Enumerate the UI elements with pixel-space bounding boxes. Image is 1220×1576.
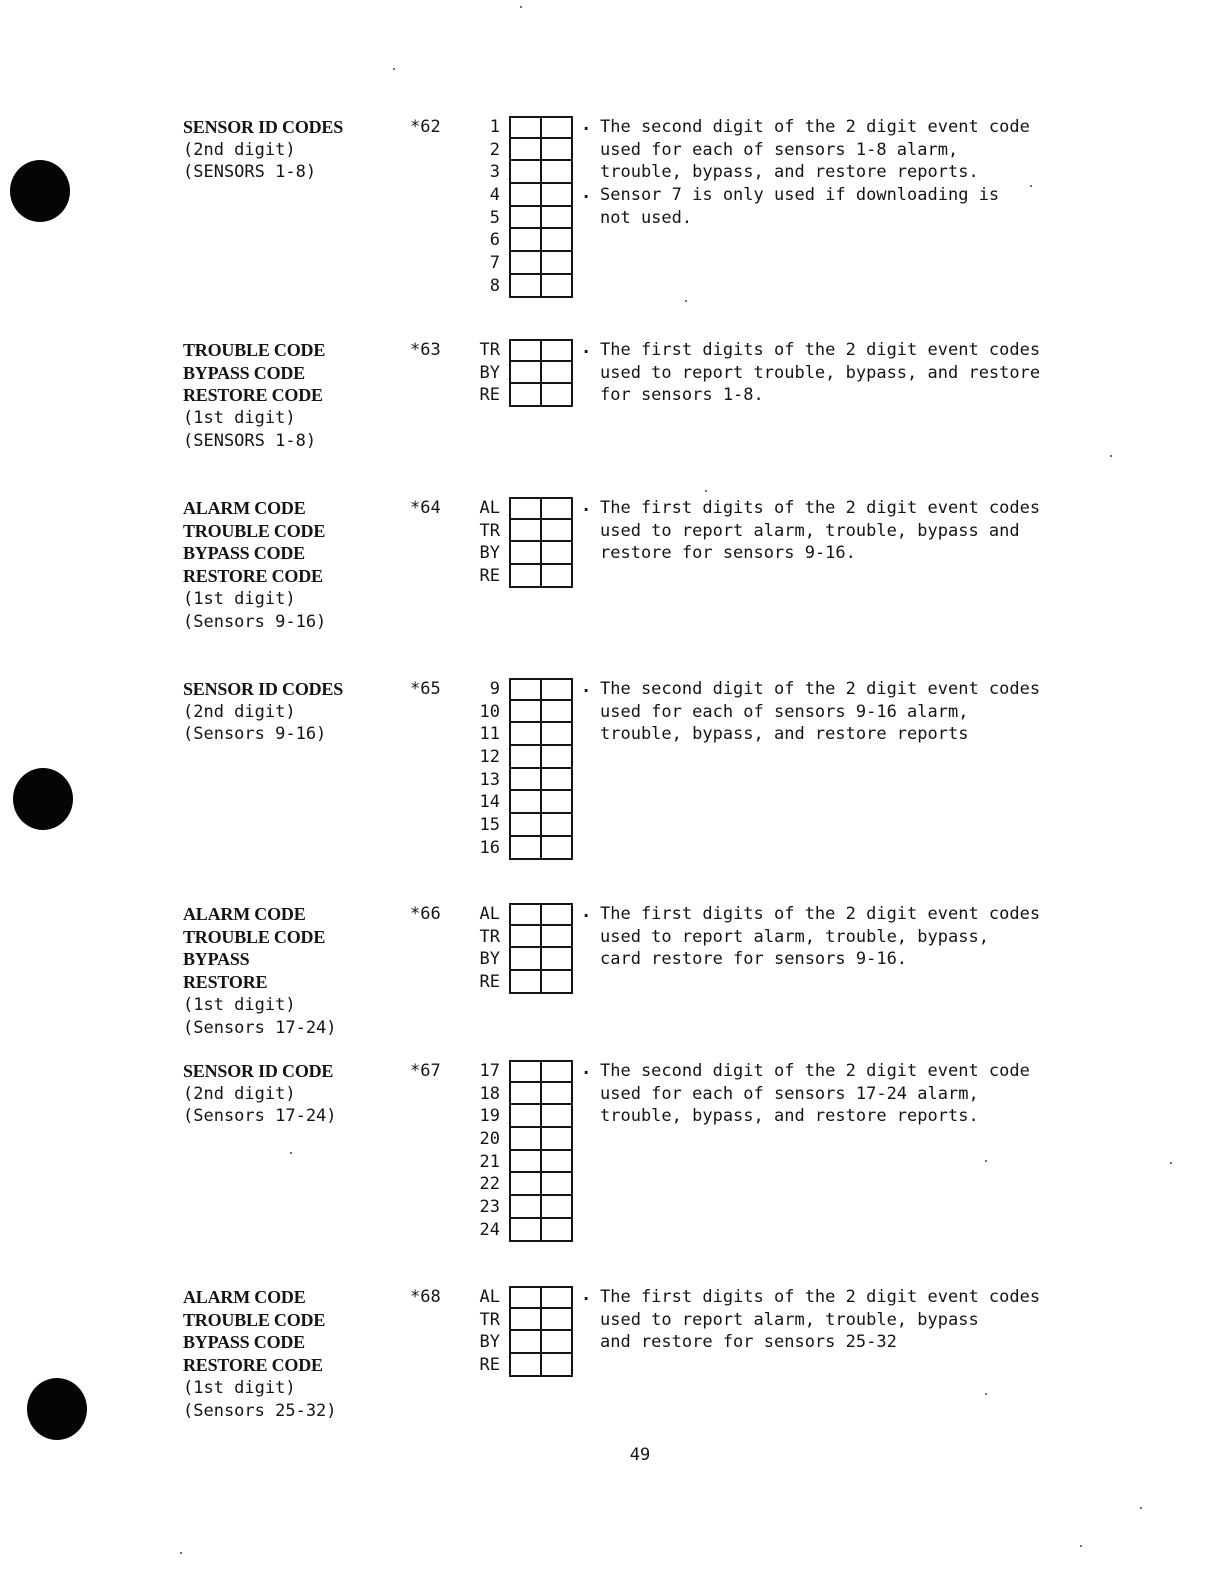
field-title-line: SENSOR ID CODES: [183, 117, 344, 137]
description-line: trouble, bypass, and restore reports: [600, 724, 969, 745]
entry-row-label: 23: [479, 1197, 500, 1218]
description-line: used for each of sensors 1-8 alarm,: [600, 139, 959, 160]
description-line: . The second digit of the 2 digit event codes: [578, 678, 1040, 701]
field-title-line: BYPASS CODE: [183, 1332, 305, 1353]
scan-speck: [520, 6, 522, 8]
entry-grid: [468, 339, 578, 407]
description-line: and restore for sensors 25-32: [600, 1332, 897, 1353]
field-title-line: (1st digit): [183, 994, 296, 1015]
entry-row: [468, 252, 578, 275]
page-number: 49: [629, 1445, 651, 1465]
field-title-line: (Sensors 9-16): [183, 611, 327, 632]
entry-row-label: RE: [479, 385, 500, 406]
entry-row: [468, 1151, 578, 1174]
description-line: . Sensor 7 is only used if downloading is: [578, 184, 1030, 207]
field-title-line: TROUBLE CODE: [183, 520, 326, 541]
description-line: . The first digits of the 2 digit event codes: [578, 1286, 1040, 1309]
digit-entry-box: [509, 746, 573, 769]
entry-row: [468, 1083, 578, 1106]
field-title: [183, 1286, 337, 1422]
entry-row-label: 20: [479, 1129, 500, 1150]
field-title-line: RESTORE: [183, 972, 268, 993]
digit-entry-box: [509, 926, 573, 949]
field-title-line: TROUBLE CODE: [183, 926, 326, 947]
entry-grid: [468, 903, 578, 994]
entry-row: [468, 837, 578, 860]
entry-row: [468, 746, 578, 769]
scan-speck: [985, 1160, 987, 1162]
entry-row-label: RE: [479, 972, 500, 993]
field-description: [578, 116, 1030, 230]
entry-row: [468, 814, 578, 837]
description-line: . The second digit of the 2 digit event code: [578, 116, 1030, 139]
entry-row-label: TR: [479, 1309, 500, 1330]
entry-row-label: AL: [479, 1287, 500, 1307]
entry-row-label: 19: [479, 1106, 500, 1127]
digit-entry-box: [509, 520, 573, 543]
field-title-line: BYPASS: [183, 949, 250, 970]
digit-entry-box: [509, 678, 573, 701]
digit-entry-box: [509, 1354, 573, 1377]
description-line: . The first digits of the 2 digit event codes: [578, 903, 1040, 926]
field-description: [578, 1286, 1040, 1354]
entry-row-label: 4: [489, 185, 500, 206]
entry-row: [468, 1331, 578, 1354]
entry-grid: [468, 497, 578, 588]
digit-entry-box: [509, 903, 573, 926]
entry-row: [468, 161, 578, 184]
entry-row: [468, 903, 578, 926]
entry-row-label: 10: [479, 701, 500, 722]
field-description: [578, 678, 1040, 746]
description-line: card restore for sensors 9-16.: [600, 949, 908, 970]
digit-entry-box: [509, 184, 573, 207]
entry-row-label: AL: [479, 498, 500, 518]
digit-entry-box: [509, 1286, 573, 1309]
entry-row: [468, 139, 578, 162]
field-title-line: (SENSORS 1-8): [183, 430, 317, 451]
entry-row: [468, 542, 578, 565]
entry-row-label: AL: [479, 904, 500, 924]
description-line: used for each of sensors 17-24 alarm,: [600, 1083, 979, 1104]
field-title-line: BYPASS CODE: [183, 543, 305, 564]
entry-row-label: 7: [489, 253, 500, 274]
digit-entry-box: [509, 769, 573, 792]
field-title-line: (1st digit): [183, 588, 296, 609]
description-line: used to report trouble, bypass, and restore: [600, 362, 1041, 383]
entry-row-label: 3: [489, 162, 500, 183]
field-description: [578, 1060, 1030, 1128]
entry-row-label: BY: [479, 1332, 500, 1353]
scan-speck: [1080, 1545, 1082, 1547]
entry-row-label: 22: [479, 1174, 500, 1195]
entry-row-label: 12: [479, 747, 500, 768]
entry-row: [468, 1219, 578, 1242]
field-title-line: SENSOR ID CODE: [183, 1061, 334, 1081]
description-line: used to report alarm, trouble, bypass and: [600, 520, 1020, 541]
scan-speck: [1170, 1162, 1172, 1164]
field-title-line: (Sensors 17-24): [183, 1106, 337, 1127]
field-title-line: (2nd digit): [183, 1083, 296, 1104]
field-title-line: (2nd digit): [183, 139, 296, 160]
entry-row: [468, 229, 578, 252]
entry-row: [468, 497, 578, 520]
punch-hole-top: [10, 160, 70, 222]
entry-row: [468, 971, 578, 994]
entry-row-label: 14: [479, 792, 500, 813]
program-code: *64: [410, 498, 441, 518]
entry-grid: [468, 1286, 578, 1377]
scan-speck: [180, 1552, 182, 1554]
digit-entry-box: [509, 1105, 573, 1128]
entry-row: [468, 362, 578, 385]
digit-entry-box: [509, 565, 573, 588]
entry-row: [468, 1354, 578, 1377]
digit-entry-box: [509, 362, 573, 385]
description-line: used to report alarm, trouble, bypass: [600, 1309, 979, 1330]
field-title-line: RESTORE CODE: [183, 385, 323, 406]
digit-entry-box: [509, 1151, 573, 1174]
field-title: [183, 1060, 337, 1128]
digit-entry-box: [509, 1309, 573, 1332]
field-title-line: RESTORE CODE: [183, 1355, 323, 1376]
digit-entry-box: [509, 1196, 573, 1219]
entry-row: [468, 723, 578, 746]
punch-hole-bottom: [27, 1378, 87, 1440]
digit-entry-box: [509, 791, 573, 814]
field-title: [183, 903, 337, 1039]
punch-hole-middle: [13, 768, 73, 830]
digit-entry-box: [509, 384, 573, 407]
field-title-line: ALARM CODE: [183, 904, 306, 924]
entry-row-label: 9: [489, 679, 500, 699]
entry-row-label: RE: [479, 566, 500, 587]
entry-row: [468, 926, 578, 949]
field-title-line: (Sensors 9-16): [183, 724, 327, 745]
field-description: [578, 903, 1040, 971]
description-line: trouble, bypass, and restore reports.: [600, 1106, 979, 1127]
entry-row: [468, 791, 578, 814]
entry-row: [468, 116, 578, 139]
digit-entry-box: [509, 1083, 573, 1106]
digit-entry-box: [509, 971, 573, 994]
digit-entry-box: [509, 948, 573, 971]
description-line: used to report alarm, trouble, bypass,: [600, 926, 989, 947]
description-line: for sensors 1-8.: [600, 385, 764, 406]
entry-row-label: 24: [479, 1219, 500, 1240]
field-title: [183, 497, 326, 633]
field-title-line: ALARM CODE: [183, 1287, 306, 1307]
digit-entry-box: [509, 229, 573, 252]
entry-row: [468, 1128, 578, 1151]
digit-entry-box: [509, 1219, 573, 1242]
field-title-line: TROUBLE CODE: [183, 340, 326, 360]
field-description: [578, 339, 1040, 407]
digit-entry-box: [509, 161, 573, 184]
entry-row: [468, 701, 578, 724]
entry-row-label: 6: [489, 230, 500, 251]
entry-row: [468, 1309, 578, 1332]
digit-entry-box: [509, 1331, 573, 1354]
field-title-line: (Sensors 17-24): [183, 1017, 337, 1038]
entry-row: [468, 1196, 578, 1219]
field-title: [183, 678, 343, 746]
digit-entry-box: [509, 701, 573, 724]
scan-speck: [705, 490, 707, 492]
scan-speck: [393, 68, 395, 70]
entry-row-label: 5: [489, 207, 500, 228]
field-title-line: ALARM CODE: [183, 498, 306, 518]
digit-entry-box: [509, 1128, 573, 1151]
field-title-line: (1st digit): [183, 1377, 296, 1398]
description-line: used for each of sensors 9-16 alarm,: [600, 701, 969, 722]
scan-speck: [985, 1393, 987, 1395]
program-code: *63: [410, 340, 441, 360]
digit-entry-box: [509, 207, 573, 230]
digit-entry-box: [509, 1060, 573, 1083]
program-code: *66: [410, 904, 441, 924]
digit-entry-box: [509, 1173, 573, 1196]
field-title-line: RESTORE CODE: [183, 566, 323, 587]
entry-row-label: 8: [489, 275, 500, 296]
digit-entry-box: [509, 252, 573, 275]
entry-row-label: 16: [479, 837, 500, 858]
field-title: [183, 116, 343, 184]
digit-entry-box: [509, 542, 573, 565]
entry-row-label: 18: [479, 1083, 500, 1104]
field-title-line: TROUBLE CODE: [183, 1309, 326, 1330]
entry-row: [468, 1286, 578, 1309]
entry-row: [468, 1105, 578, 1128]
scan-speck: [1030, 185, 1032, 187]
entry-row: [468, 339, 578, 362]
entry-row-label: TR: [479, 926, 500, 947]
program-code: *65: [410, 679, 441, 699]
digit-entry-box: [509, 497, 573, 520]
entry-row-label: BY: [479, 362, 500, 383]
entry-row: [468, 1173, 578, 1196]
field-description: [578, 497, 1040, 565]
entry-row-label: 17: [479, 1061, 500, 1081]
entry-row-label: 1: [489, 117, 500, 137]
digit-entry-box: [509, 139, 573, 162]
entry-row-label: 2: [489, 139, 500, 160]
field-title-line: (1st digit): [183, 408, 296, 429]
program-code: *68: [410, 1287, 441, 1307]
field-title-line: BYPASS CODE: [183, 362, 305, 383]
digit-entry-box: [509, 275, 573, 298]
digit-entry-box: [509, 339, 573, 362]
entry-row: [468, 384, 578, 407]
entry-row-label: 11: [479, 724, 500, 745]
field-title-line: (2nd digit): [183, 701, 296, 722]
entry-row-label: 21: [479, 1151, 500, 1172]
scan-speck: [685, 300, 687, 302]
digit-entry-box: [509, 116, 573, 139]
description-line: . The first digits of the 2 digit event codes: [578, 339, 1040, 362]
entry-row-label: TR: [479, 340, 500, 360]
entry-row: [468, 678, 578, 701]
entry-row: [468, 565, 578, 588]
description-line: restore for sensors 9-16.: [600, 543, 856, 564]
entry-row: [468, 948, 578, 971]
entry-row: [468, 1060, 578, 1083]
description-line: . The first digits of the 2 digit event codes: [578, 497, 1040, 520]
digit-entry-box: [509, 723, 573, 746]
field-title: [183, 339, 325, 453]
description-line: trouble, bypass, and restore reports.: [600, 162, 979, 183]
entry-row: [468, 184, 578, 207]
entry-grid: [468, 678, 578, 860]
entry-grid: [468, 1060, 578, 1242]
entry-row-label: 13: [479, 769, 500, 790]
digit-entry-box: [509, 814, 573, 837]
field-title-line: (Sensors 25-32): [183, 1400, 337, 1421]
entry-row: [468, 275, 578, 298]
entry-row-label: 15: [479, 815, 500, 836]
entry-row: [468, 769, 578, 792]
digit-entry-box: [509, 837, 573, 860]
field-title-line: (SENSORS 1-8): [183, 162, 317, 183]
scan-speck: [290, 1152, 292, 1154]
entry-row-label: BY: [479, 949, 500, 970]
description-line: . The second digit of the 2 digit event code: [578, 1060, 1030, 1083]
entry-grid: [468, 116, 578, 298]
field-title-line: SENSOR ID CODES: [183, 679, 344, 699]
entry-row-label: TR: [479, 520, 500, 541]
entry-row: [468, 207, 578, 230]
scan-speck: [1110, 455, 1112, 457]
scan-speck: [1140, 1507, 1142, 1509]
program-code: *62: [410, 117, 441, 137]
entry-row-label: BY: [479, 543, 500, 564]
program-code: *67: [410, 1061, 441, 1081]
entry-row: [468, 520, 578, 543]
description-line: not used.: [600, 207, 693, 228]
entry-row-label: RE: [479, 1355, 500, 1376]
